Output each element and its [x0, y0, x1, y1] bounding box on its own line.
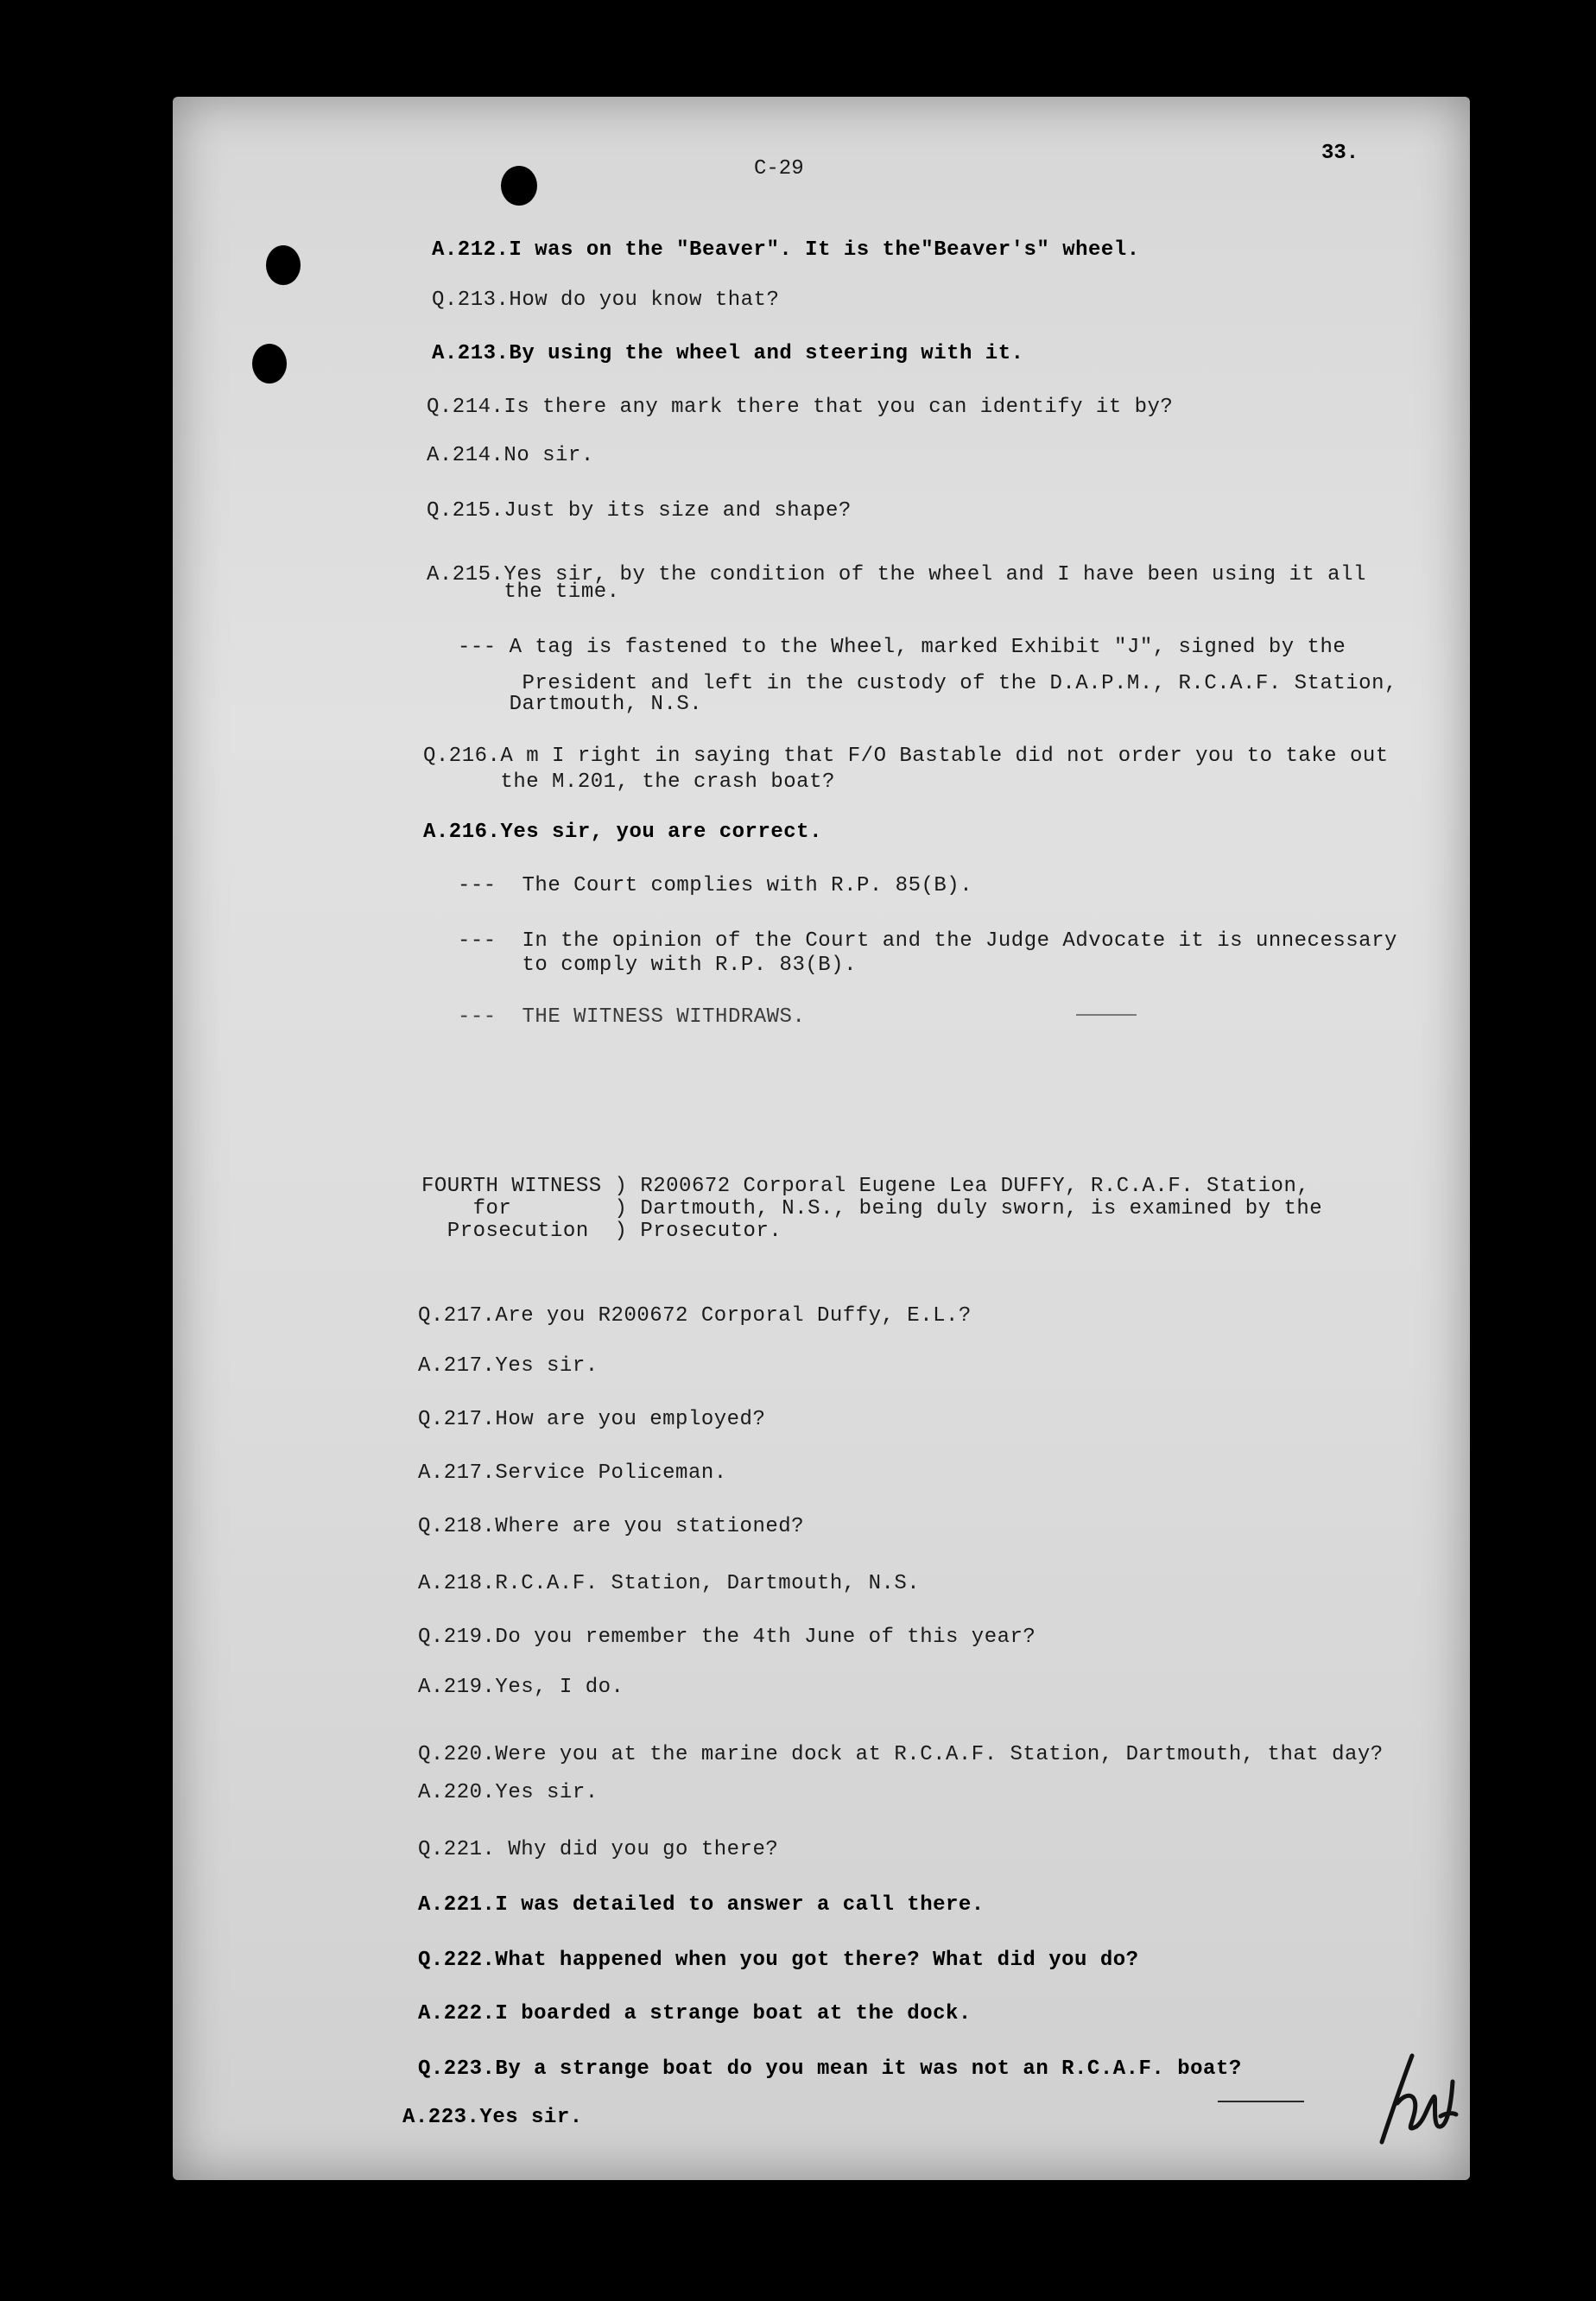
punch-hole-middle	[266, 245, 301, 285]
exhibit-note: Dartmouth, N.S.	[458, 693, 703, 716]
transcript-line: Q.219.Do you remember the 4th June of this year?	[418, 1626, 1036, 1649]
transcript-line: A.216.Yes sir, you are correct.	[423, 821, 822, 844]
transcript-line: A.217.Yes sir.	[418, 1354, 598, 1378]
court-note: --- In the opinion of the Court and the Judge Advocate it is unnecessary	[458, 929, 1397, 953]
transcript-line: A.219.Yes, I do.	[418, 1676, 624, 1699]
transcript-line: Q.223.By a strange boat do you mean it was not an R.C.A.F. boat?	[418, 2057, 1242, 2081]
punch-hole-bottom	[252, 344, 287, 384]
transcript-line: Q.215.Just by its size and shape?	[427, 499, 852, 523]
transcript-line: Q.218.Where are you stationed?	[418, 1515, 805, 1538]
transcript-line: A.218.R.C.A.F. Station, Dartmouth, N.S.	[418, 1572, 921, 1595]
exhibit-note: --- A tag is fastened to the Wheel, marked Exhibit "J", signed by the	[458, 636, 1346, 659]
transcript-line: A.221.I was detailed to answer a call there.	[418, 1893, 985, 1917]
transcript-line: A.223.Yes sir.	[402, 2106, 583, 2129]
transcript-line: A.213.By using the wheel and steering with it.	[432, 342, 1024, 365]
transcript-line: Q.214.Is there any mark there that you can identify it by?	[427, 396, 1174, 419]
exhibit-note: President and left in the custody of the D.A.P.M., R.C.A.F. Station,	[458, 672, 1397, 695]
transcript-line: A.220.Yes sir.	[418, 1781, 598, 1804]
witness-heading: for ) Dartmouth, N.S., being duly sworn, is examined by the	[421, 1197, 1323, 1220]
transcript-line: Q.213.How do you know that?	[432, 288, 780, 312]
transcript-line: Q.217.How are you employed?	[418, 1408, 766, 1431]
court-note: --- THE WITNESS WITHDRAWS.	[458, 1005, 806, 1029]
court-note: --- The Court complies with R.P. 85(B).	[458, 874, 973, 897]
witness-heading: Prosecution ) Prosecutor.	[421, 1220, 782, 1243]
transcript-line: Q.222.What happened when you got there? What did you do?	[418, 1949, 1139, 1972]
page-header-code: C-29	[754, 157, 804, 181]
transcript-line: A.212.I was on the "Beaver". It is the"Beaver's" wheel.	[432, 238, 1140, 262]
transcript-line: Q.217.Are you R200672 Corporal Duffy, E.L.?	[418, 1304, 972, 1328]
transcript-line: the M.201, the crash boat?	[423, 770, 835, 794]
transcript-line: A.217.Service Policeman.	[418, 1461, 727, 1485]
divider-line	[1218, 2101, 1304, 2102]
transcript-line: Q.216.A m I right in saying that F/O Bastable did not order you to take out	[423, 745, 1389, 768]
transcript-line: Q.220.Were you at the marine dock at R.C.A.F. Station, Dartmouth, that day?	[418, 1743, 1384, 1766]
punch-hole-top	[501, 166, 537, 206]
transcript-line: Q.221. Why did you go there?	[418, 1838, 779, 1861]
transcript-line: A.222.I boarded a strange boat at the dock.	[418, 2002, 972, 2025]
page-number: 33.	[1321, 142, 1359, 165]
transcript-line: the time.	[427, 580, 620, 604]
witness-heading: FOURTH WITNESS ) R200672 Corporal Eugene Lea DUFFY, R.C.A.F. Station,	[421, 1175, 1310, 1198]
court-note: to comply with R.P. 83(B).	[458, 954, 857, 977]
divider-line	[1076, 1014, 1137, 1016]
transcript-line: A.215.Yes sir, by the condition of the wheel and I have been using it all	[427, 563, 1366, 586]
handwritten-initials	[1365, 2030, 1460, 2151]
transcript-line: A.214.No sir.	[427, 444, 594, 467]
